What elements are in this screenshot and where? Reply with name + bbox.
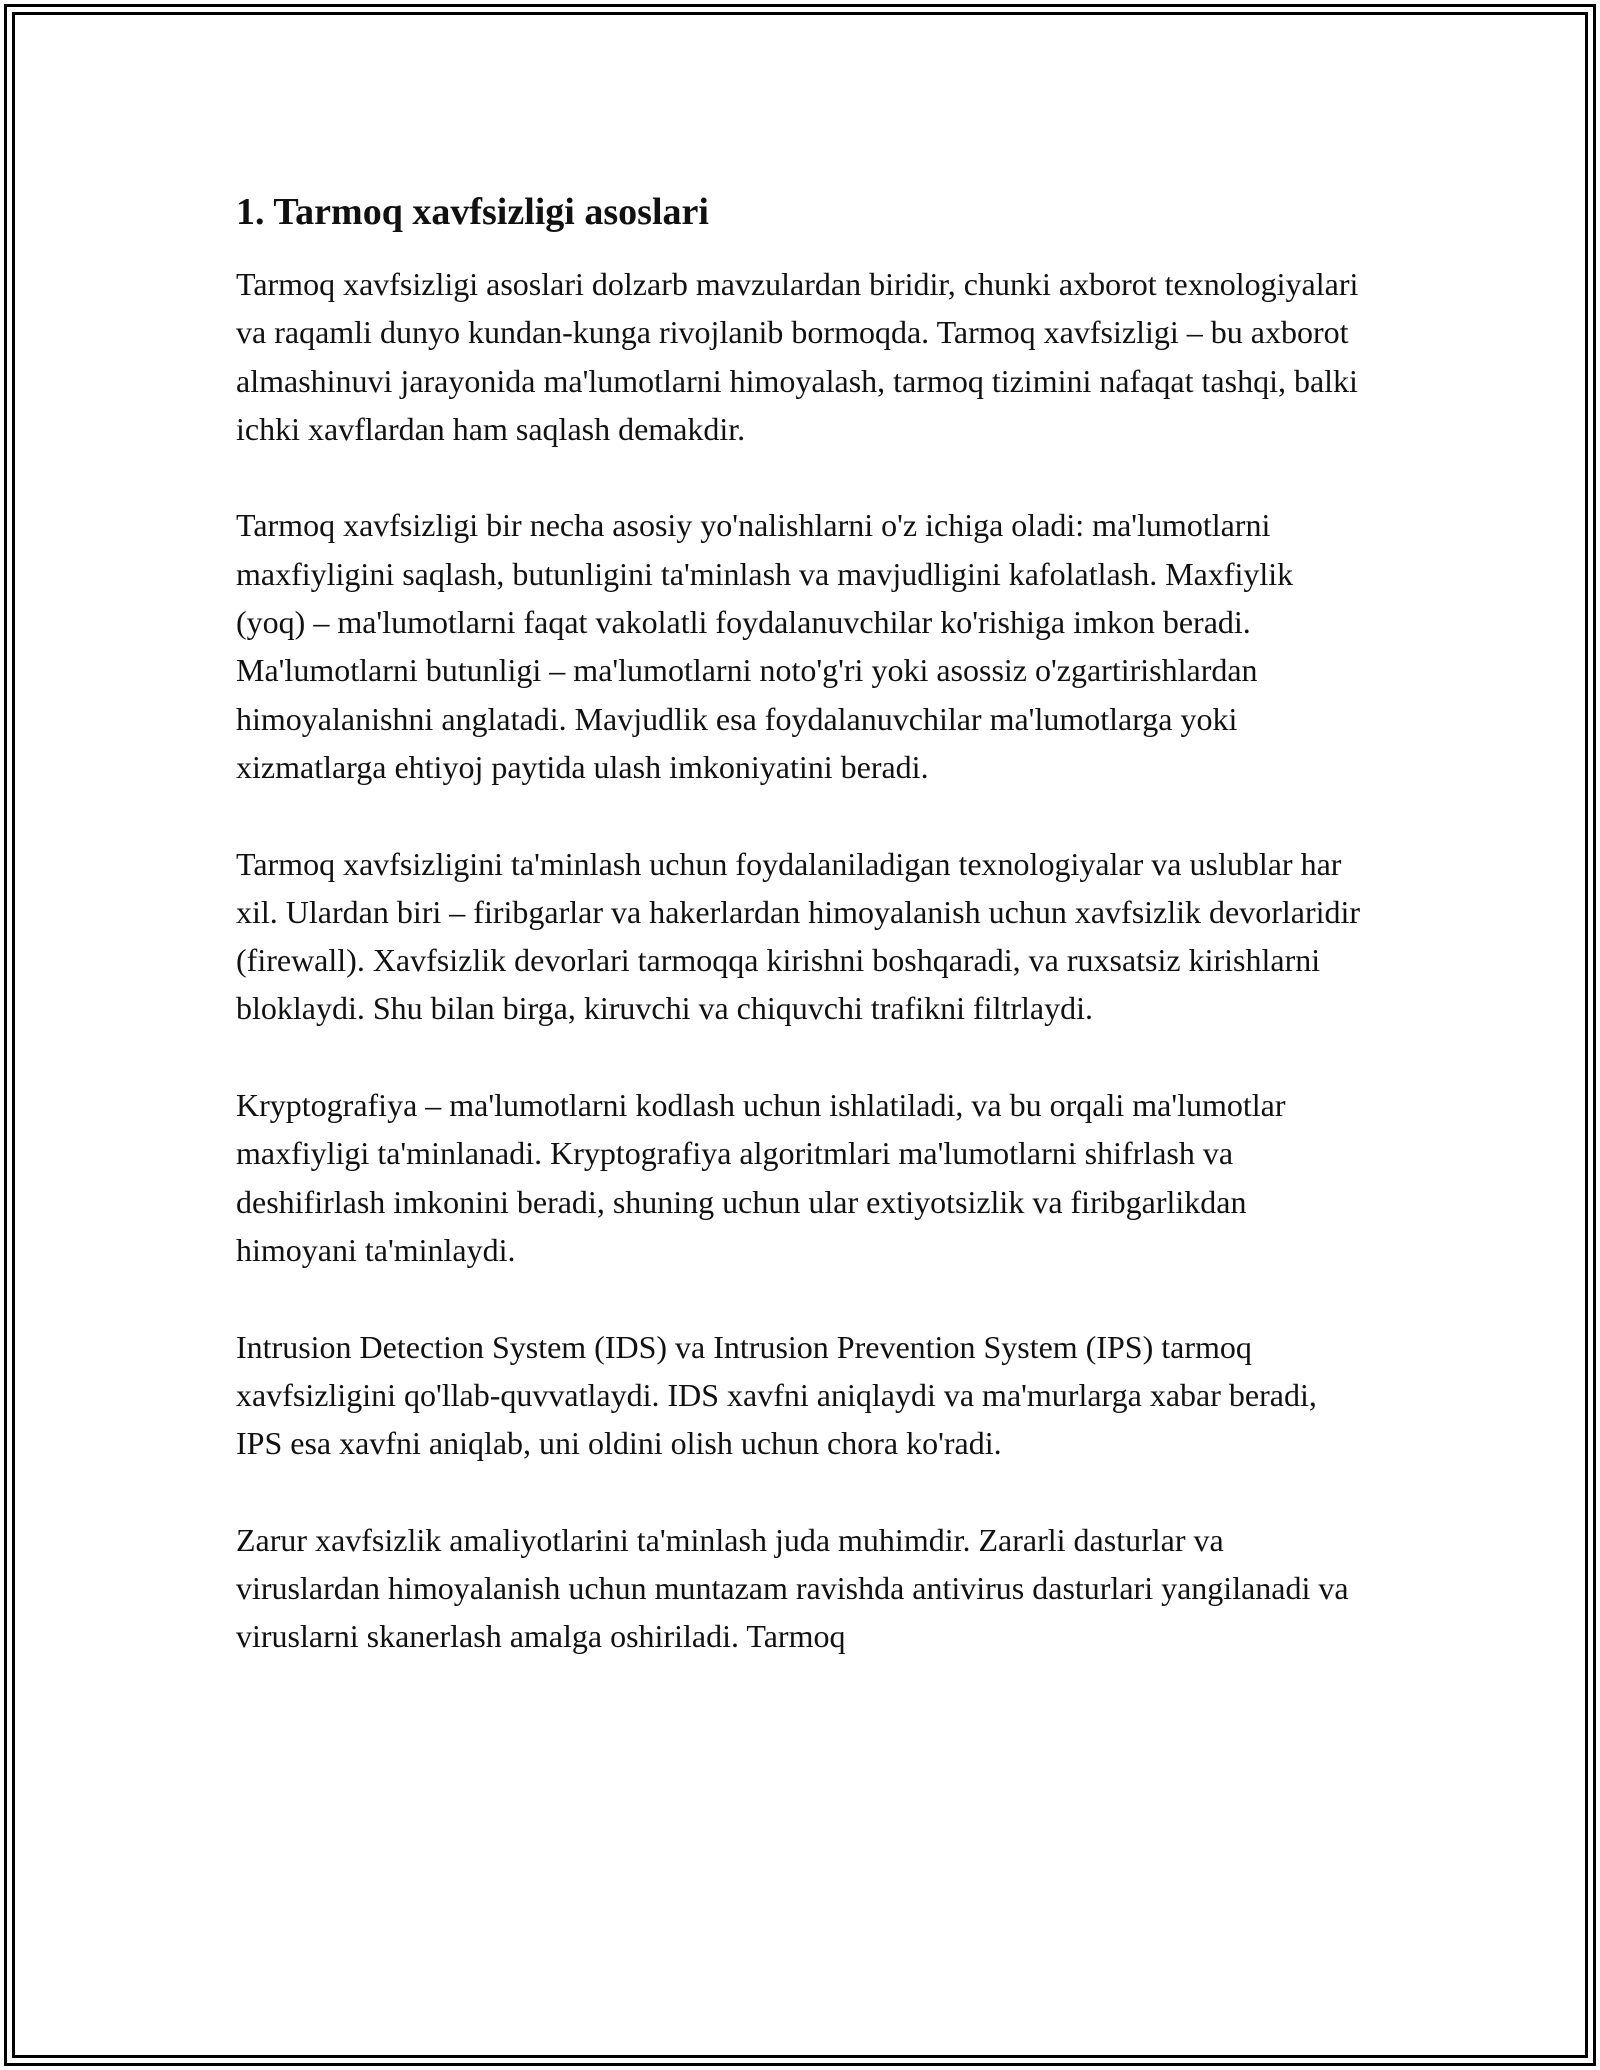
section-heading: 1. Tarmoq xavfsizligi asoslari bbox=[236, 191, 709, 233]
paragraph-6: Zarur xavfsizlik amaliyotlarini ta'minlash juda muhimdir. Zararli dasturlar va viruslardan himoyalanish uchun muntazam ravishda antivirus dasturlari yangilanadi va viruslarni skanerlash amalga oshiriladi. Tarmoq bbox=[236, 1521, 1349, 1655]
paragraph-4: Kryptografiya – ma'lumotlarni kodlash uchun ishlatiladi, va bu orqali ma'lumotlar maxfiyligi ta'minlanadi. Kryptografiya algoritmlari ma'lumotlarni shifrlash va deshifirlash imkonini beradi, shuning uchun ular extiyotsizlik va firibgarlikdan himoyani ta'minlaydi. bbox=[236, 1087, 1286, 1268]
paragraph-2: Tarmoq xavfsizligi bir necha asosiy yo'nalishlarni o'z ichiga oladi: ma'lumotlarni maxfiyligini saqlash, butunligini ta'minlash va mavjudligini kafolatlash. Maxfiylik (yoq) – ma'lumotlarni faqat vakolatli foydalanuvchilar ko'rishiga imkon beradi. Ma'lumotlarni butunligi – ma'lumotlarni noto'g'ri yoki asossiz o'zgartirishlardan himoyalanishni anglatadi. Mavjudlik esa foydalanuvchilar ma'lumotlarga yoki xizmatlarga ehtiyoj paytida ulash imkoniyatini beradi. bbox=[236, 507, 1294, 785]
paragraph-5: Intrusion Detection System (IDS) va Intrusion Prevention System (IPS) tarmoq xavfsizligini qo'llab-quvvatlaydi. IDS xavfni aniqlaydi va ma'murlarga xabar beradi, IPS esa xavfni aniqlab, uni oldini olish uchun chora ko'radi. bbox=[236, 1328, 1317, 1462]
document-body bbox=[236, 186, 1366, 1709]
paragraph-1: Tarmoq xavfsizligi asoslari dolzarb mavzulardan biridir, chunki axborot texnologiyalari va raqamli dunyo kundan-kunga rivojlanib bormoqda. Tarmoq xavfsizligi – bu axborot almashinuvi jarayonida ma'lumotlarni himoyalash, tarmoq tizimini nafaqat tashqi, balki ichki xavflardan ham saqlash demakdir. bbox=[236, 266, 1359, 447]
paragraph-3: Tarmoq xavfsizligini ta'minlash uchun foydalaniladigan texnologiyalar va uslublar har xil. Ulardan biri – firibgarlar va hakerlardan himoyalanish uchun xavfsizlik devorlaridir (firewall). Xavfsizlik devorlari tarmoqqa kirishni boshqaradi, va ruxsatsiz kirishlarni bloklaydi. Shu bilan birga, kiruvchi va chiquvchi trafikni filtrlaydi. bbox=[236, 845, 1361, 1027]
